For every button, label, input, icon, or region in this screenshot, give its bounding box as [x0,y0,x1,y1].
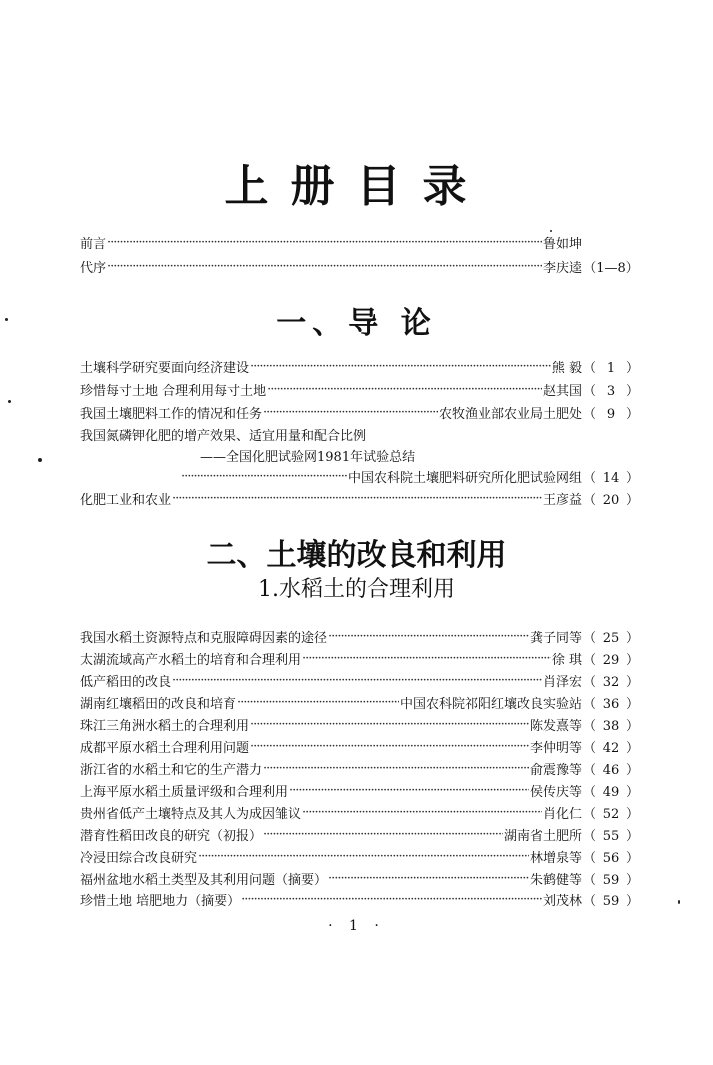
toc-entry[interactable] [80,758,640,778]
leader-dots [302,805,542,820]
entry-author: 侯传庆等 [529,784,582,800]
toc-entry[interactable] [80,692,640,712]
section-heading: 一、导 论 [276,306,437,341]
entry-author: 龚子同等 [529,630,582,646]
leader-dots [241,892,542,907]
toc-entry[interactable] [80,714,640,734]
leader-dots [250,359,551,374]
toc-entry[interactable] [80,256,640,276]
entry-author: 中国农科院土壤肥料研究所化肥试验网组 [347,470,582,486]
entry-title: 代序 [80,260,107,276]
toc-entry[interactable] [80,488,640,508]
entry-title: 土壤科学研究要面向经济建设 [80,360,250,376]
entry-page: （ 59 ） [582,872,640,888]
entry-title: 珠江三角洲水稻土的合理利用 [80,718,250,734]
toc-entry[interactable] [80,379,640,399]
entry-title: 低产稻田的改良 [80,674,172,690]
entry-page: （ 25 ） [582,630,640,646]
toc-entry[interactable] [80,402,640,422]
entry-page: （ 32 ） [582,674,640,690]
entry-page: （ 29 ） [582,652,640,668]
entry-title: 珍惜每寸土地 合理利用每寸土地 [80,383,267,399]
leader-dots [263,827,503,842]
leader-dots [267,382,542,397]
leader-dots [302,651,551,666]
toc-entry[interactable] [80,736,640,756]
entry-page: （ 9 ） [582,406,640,422]
entry-title: 太湖流域高产水稻土的培育和合理利用 [80,652,302,668]
entry-page: （ 14 ） [582,470,640,486]
entry-page: （ 38 ） [582,718,640,734]
entry-author: 陈发熹等 [529,718,582,734]
entry-page: （ 3 ） [582,383,640,399]
toc-entry[interactable] [80,424,640,444]
leader-dots [107,259,542,274]
toc-entry[interactable] [80,356,640,376]
entry-author: 俞震豫等 [529,762,582,778]
entry-title: 潜育性稻田改良的研究（初报） [80,828,263,844]
entry-title: 化肥工业和农业 [80,492,172,508]
page-title: 上册目录 [224,161,489,212]
entry-title: 贵州省低产土壤特点及其人为成因雏议 [80,806,302,822]
toc-entry[interactable] [80,889,640,909]
leader-dots [328,629,529,644]
entry-author: 刘茂林 [542,893,582,909]
entry-title: 福州盆地水稻土类型及其利用问题（摘要） [80,872,328,888]
entry-page: （ 1 ） [582,360,640,376]
toc-entry[interactable] [80,466,640,486]
leader-dots [250,739,529,754]
subsection-heading: 1.水稻土的合理利用 [258,577,455,602]
toc-entry[interactable] [80,802,640,822]
entry-page: （ 59 ） [582,893,640,909]
entry-author: 肖化仁 [542,806,582,822]
entry-title: 冷浸田综合改良研究 [80,850,198,866]
entry-author: 中国农科院祁阳红壤改良实验站 [399,696,582,712]
leader-dots [328,871,529,886]
leader-dots [237,695,399,710]
entry-page: （ 46 ） [582,762,640,778]
entry-title: 我国氮磷钾化肥的增产效果、适宜用量和配合比例 [80,428,367,444]
leader-dots [250,717,529,732]
section-heading: 二、土壤的改良和利用 [206,538,507,573]
leader-dots [289,783,529,798]
toc-entry[interactable] [80,626,640,646]
entry-author: 湖南省土肥所 [503,828,582,844]
toc-entry[interactable] [80,868,640,888]
entry-page: （ 42 ） [582,740,640,756]
leader-dots [263,761,529,776]
entry-page: （ 49 ） [582,784,640,800]
entry-title: 成都平原水稻土合理利用问题 [80,740,250,756]
toc-entry[interactable] [80,846,640,866]
toc-entry[interactable] [80,648,640,668]
entry-author: 熊 毅 [551,360,582,376]
entry-author: 农牧渔业部农业局土肥处 [438,406,582,422]
entry-title: 我国土壤肥料工作的情况和任务 [80,406,263,422]
entry-author: 王彦益 [542,492,582,508]
entry-page: （1—8） [583,260,639,276]
entry-author: 赵其国 [542,383,582,399]
leader-dots [181,469,347,484]
scan-speck [38,458,42,462]
entry-title: 浙江省的水稻土和它的生产潜力 [80,762,263,778]
toc-entry[interactable] [80,780,640,800]
entry-author: 朱鹤健等 [529,872,582,888]
leader-dots [263,405,438,420]
entry-title: 我国水稻土资源特点和克服障碍因素的途径 [80,630,328,646]
entry-title: 珍惜土地 培肥地力（摘要） [80,893,241,909]
entry-title: 上海平原水稻土质量评级和合理利用 [80,784,289,800]
leader-dots [198,849,529,864]
entry-author: 李庆逵 [542,260,582,276]
scan-speck [5,318,8,321]
entry-author: 林增泉等 [529,850,582,866]
scan-speck [8,400,11,403]
entry-page: （ 52 ） [582,806,640,822]
leader-dots [172,673,542,688]
scan-speck [678,900,680,904]
entry-page: （ 55 ） [582,828,640,844]
toc-entry[interactable] [80,824,640,844]
scan-speck [550,230,552,232]
entry-page: （ 56 ） [582,850,640,866]
entry-subtitle: ——全国化肥试验网1981年试验总结 [200,450,416,465]
page-number: · 1 · [328,918,385,934]
entry-author: 肖泽宏 [542,674,582,690]
toc-entry[interactable] [80,232,640,252]
toc-entry[interactable] [80,670,640,690]
entry-page: （ 20 ） [582,492,640,508]
entry-author: 鲁如坤 [542,236,582,252]
leader-dots [107,235,542,250]
entry-title: 前言 [80,236,107,252]
entry-title: 湖南红壤稻田的改良和培育 [80,696,237,712]
entry-author: 李仲明等 [529,740,582,756]
entry-page: （ 36 ） [582,696,640,712]
leader-dots [172,491,542,506]
entry-author: 徐 琪 [551,652,582,668]
